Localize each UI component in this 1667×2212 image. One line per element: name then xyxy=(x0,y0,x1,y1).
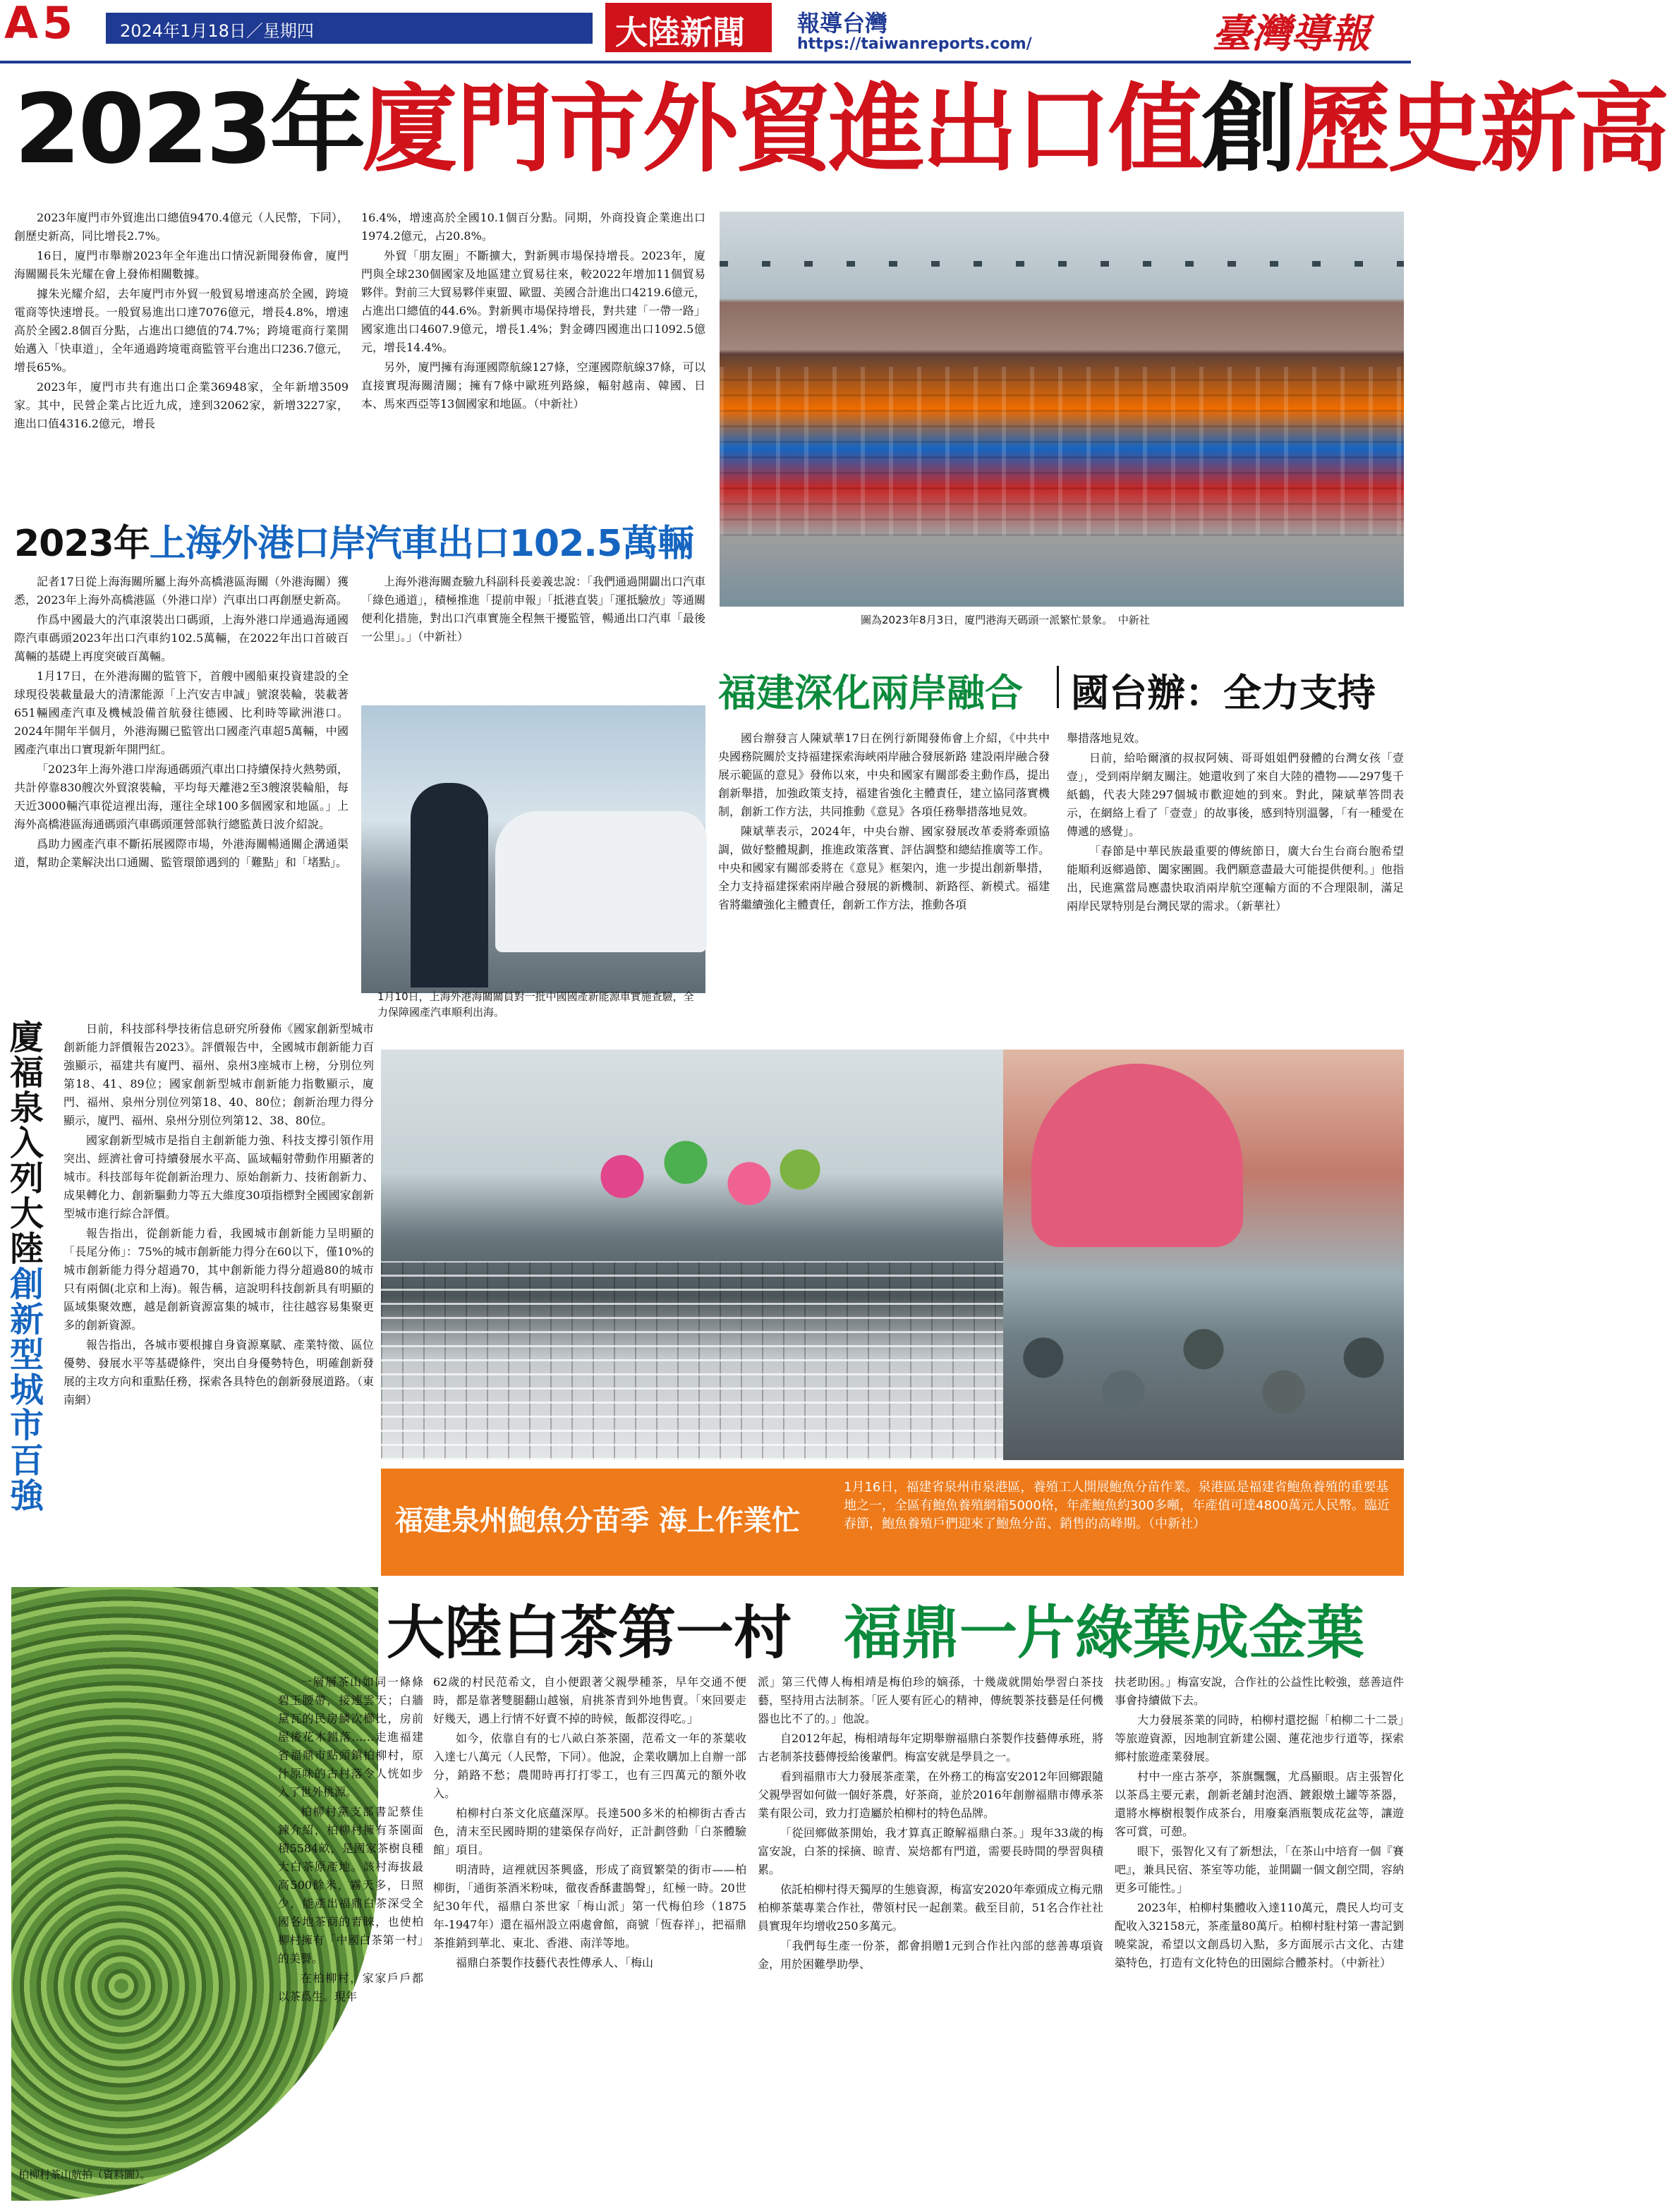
paragraph: 國家創新型城市是指自主創新能力強、科技支撐引領作用突出、經濟社會可持續發展水平高、區域輻射帶動作用顯著的城市。科技部每年從創新治理力、原始創新力、技術創新力、成果轉化力、創新驅動力等五大維度30項指標對全國國家創新型城市進行綜合評價。 xyxy=(63,1134,374,1220)
abalone-closeup-photo xyxy=(1003,1050,1404,1460)
paragraph: 自2012年起，梅相靖每年定期舉辦福鼎白茶製作技藝傳承班，將古老制茶技藝傳授給後輩們。梅富安就是學員之一。 xyxy=(758,1732,1103,1763)
outlet-name: 報導台灣 xyxy=(797,10,888,37)
masthead-date: 2024年1月18日／星期四 xyxy=(120,21,314,41)
paragraph: 據朱光耀介紹，去年廈門市外貿一般貿易增速高於全國，跨境電商等快速增長。一般貿易進出口達7076億元，增長4.8%，增速高於全國2.8個百分點，占進出口總值的74.7%；跨境電商行業開始邁入「快車道」，全年通過跨境電商監管平台進出口236.7億元，增長65%。 xyxy=(14,287,348,374)
article3-headline-left: 福建深化兩岸融合 xyxy=(718,671,1023,715)
paragraph: 上海外港海關查驗九科副科長姜義忠說：「我們通過開闢出口汽車「綠色通道」，積極推進「提前申報」「抵港直裝」「運抵驗放」等通關便利化措施，對出口汽車實施全程無干擾監管，暢通出口汽車「最後一公里」。」（中新社） xyxy=(361,575,706,643)
article6-col1 xyxy=(278,1673,423,2007)
worker-pink-hood xyxy=(1031,1064,1243,1247)
worker-cluster xyxy=(571,1106,825,1247)
paragraph: 作爲中國最大的汽車滾裝出口碼頭，上海外港口岸通過海通國際汽車碼頭2023年出口汽車約102.5萬輛，在2022年出口首破百萬輛的基礎上再度突破百萬輛。 xyxy=(14,613,348,663)
article1-headline xyxy=(14,73,1667,186)
abalone-pile xyxy=(1003,1289,1404,1460)
paragraph: 派」第三代傳人梅相靖是梅伯珍的嫡孫，十幾歲就開始學習白茶技藝，堅持用古法制茶。「匠人要有匠心的精神，傳統製茶技藝是任何機器也比不了的。」他說。 xyxy=(758,1675,1103,1725)
article6-col2 xyxy=(433,1673,746,1974)
car-photo-caption: 1月10日，上海外港海關關員對一批中國國產新能源車實施查驗，全力保障國產汽車順利出海。 xyxy=(377,990,694,1019)
paragraph: 國台辦發言人陳斌華17日在例行新聞發佈會上介紹，《中共中央國務院關於支持福建探索海峽兩岸融合發展新路 建設兩岸融合發展示範區的意見》發佈以來，中央和國家有關部委主動作爲，提出創新舉措，加強政策支持，福建省強化主體責任，建立協同落實機制，創新工作方法，共同推動《意見》各項任務舉措落地見效。 xyxy=(718,731,1050,818)
paragraph: 「我們每生產一份茶，都會捐贈1元到合作社內部的慈善專項資金，用於困難學助學、 xyxy=(758,1939,1103,1971)
article2-headline-year: 2023年 xyxy=(14,523,150,565)
paragraph: 柏柳村白茶文化底蘊深厚。長達500多米的柏柳街古香古色，清末至民國時期的建築保存尚好，正計劃啓動「白茶體驗館」項目。 xyxy=(433,1806,746,1857)
tea-photo-caption: 柏柳村茶山航拍（資料圖）。 xyxy=(18,2168,151,2181)
paragraph: 舉措落地見效。 xyxy=(1067,731,1146,745)
article2-col2 xyxy=(361,573,705,648)
paragraph: 62歲的村民范希文，自小便跟著父親學種茶，早年交通不便時，都是靠著雙腿翻山越嶺，肩挑茶青到外地售賣。「來回要走好幾天，遇上行情不好賣不掉的時候，飯都沒得吃。」 xyxy=(433,1675,746,1725)
headline-divider xyxy=(1057,666,1059,708)
masthead-rule xyxy=(0,61,1411,63)
paragraph: 2023年廈門市外貿進出口總值9470.4億元（人民幣，下同），創歷史新高，同比增長2.7%。 xyxy=(14,211,348,243)
paragraph: 大力發展茶業的同時，柏柳村還挖掘「柏柳二十二景」等旅遊資源，因地制宜新建公園、蓮花池步行道等，探索鄉村旅遊產業發展。 xyxy=(1115,1713,1404,1763)
page-code: A5 xyxy=(4,0,78,49)
headline-main: 廈門市外貿進出口值 xyxy=(363,74,1201,186)
paragraph: 另外，廈門擁有海運國際航線127條，空運國際航線37條，可以直接實現海關清關；擁有7條中歐班列路線，輻射越南、韓國、日本、馬來西亞等13個國家和地區。（中新社） xyxy=(361,360,705,411)
section-title: 大陸新聞 xyxy=(615,13,745,51)
article2-headline-main: 上海外港口岸汽車出口102.5萬輛 xyxy=(149,523,694,565)
paragraph: 2023年，廈門市共有進出口企業36948家，全年新增3509家。其中，民營企業占比近九成，達到32062家，新增3227家，進出口值4316.2億元，增長 xyxy=(14,380,348,430)
paragraph: 16.4%，增速高於全國10.1個百分點。同期，外商投資企業進出口1974.2億元，占20.8%。 xyxy=(361,211,705,243)
headline-tail: 歷史新高 xyxy=(1294,74,1667,186)
paragraph: 2023年，柏柳村集體收入達110萬元，農民人均可支配收入32158元，茶產量80萬斤。柏柳村駐村第一書記劉曉棠說，希望以文創爲切入點，多方面展示古文化、古建築特色，打造有文化特色的田園綜合體茶村。（中新社） xyxy=(1115,1901,1404,1969)
paragraph: 看到福鼎市大力發展茶產業，在外務工的梅富安2012年回鄉跟隨父親學習如何做一個好茶農，好茶商，並於2016年創辦福鼎市傳承茶業有限公司，致力打造屬於柏柳村的特色品牌。 xyxy=(758,1770,1103,1820)
paragraph: 明清時，這裡就因茶興盛，形成了商貿繁榮的街市——柏柳街，「通街茶酒米粉味，徹夜香酥畫鵲聲」，紅極一時。20世紀30年代，福鼎白茶世家「梅山派」第一代梅伯珍（1875年-1947年）還在福州設立兩處會館，商號「恆春祥」，把福鼎茶推銷到華北、東北、香港、南洋等地。 xyxy=(433,1863,746,1950)
headline-year: 2023年 xyxy=(14,74,363,186)
headline-verb: 創 xyxy=(1201,74,1295,186)
paragraph: 扶老助困。」梅富安說，合作社的公益性比較強，慈善這件事會持續做下去。 xyxy=(1115,1675,1404,1707)
article6-headline-right: 福鼎一片綠葉成金葉 xyxy=(844,1600,1365,1667)
paragraph: 柏柳村黨支部書記蔡佳鍊介紹，柏柳村擁有茶園面積5584畝，是國家茶樹良種大白茶原產地。該村海拔最高500餘米，霧天多，日照少，能產出福鼎白茶深受全國各地茶商的青睞，也使柏柳村擁有「中國白茶第一村」的美譽。 xyxy=(278,1805,423,1965)
article6-headline-left: 大陸白茶第一村 xyxy=(387,1600,792,1667)
white-car-shape xyxy=(495,811,707,952)
article4-headline xyxy=(10,1020,49,1514)
paragraph: 報告指出，各城市要根據自身資源稟賦、產業特徵、區位優勢、發展水平等基礎條件，突出自身優勢特色，明確創新發展的主攻方向和重點任務，探索各具特色的創新發展道路。（東南網） xyxy=(63,1338,375,1406)
article2-col1 xyxy=(14,573,348,873)
paragraph: 日前，給哈爾濱的叔叔阿姨、哥哥姐姐們發體的台灣女孩「壹壹」，受到兩岸網友關注。她還收到了來自大陸的禮物——297隻千紙鶴，代表大陸297個城市歡迎她的到來。對此，陳斌華答問表示，在網絡上看了「壹壹」的故事後，感到特別溫馨，「有一種愛在傳遞的感覺」。 xyxy=(1067,751,1404,838)
paragraph: 如今，依靠自有的七八畝白茶茶園，范希文一年的茶葉收入達七八萬元（人民幣，下同）。他說，企業收購加上自辦一部分，銷路不愁；農閒時再打打零工，也有三四萬元的額外收入。 xyxy=(433,1732,746,1800)
paragraph: 依託柏柳村得天獨厚的生態資源，梅富安2020年牽頭成立梅元鼎柏柳茶葉專業合作社，帶領村民一起創業。截至目前，51名合作社社員實現年均增收250多萬元。 xyxy=(758,1883,1103,1933)
xiamen-port-photo xyxy=(720,212,1404,607)
article1-col1 xyxy=(14,209,348,435)
article1-col2 xyxy=(361,209,705,415)
paragraph: 福鼎白茶製作技藝代表性傳承人、「梅山 xyxy=(456,1956,654,1969)
paragraph: 日前，科技部科學技術信息研究所發佈《國家創新型城市創新能力評價報告2023》。評價報告中，全國城市創新能力百強顯示，福建共有廈門、福州、泉州3座城市上榜，分別位列第18、41、89位；國家創新型城市創新能力指數顯示，廈門、福州、泉州分別位列第18、40、80位；創新治理力得分顯示，廈門、福州、泉州分別位列第12、38、80位。 xyxy=(63,1022,374,1127)
paragraph: 陳斌華表示，2024年，中央台辦、國家發展改革委將牽頭協調，做好整體規劃，推進政策落實、評估調整和總結推廣等工作。中央和國家有關部委將在《意見》框架內，進一步提出創新舉措，全力支持福建探索兩岸融合發展的新機制、新路徑、新模式。福建省將繼續強化主體責任，創新工作方法，推動各項 xyxy=(718,825,1050,911)
abalone-caption: 1月16日，福建省泉州市泉港區，養殖工人開展鮑魚分苗作業。泉港區是福建省鮑魚養殖的重要基地之一，全區有鮑魚養殖網箱5000格，年產鮑魚約300多噸，年產值可達4800萬元人民幣。臨近春節，鮑魚養殖戶們迎來了鮑魚分苗、銷售的高峰期。（中新社） xyxy=(844,1480,1390,1531)
article6-col4 xyxy=(1115,1673,1404,1974)
port-crane-row xyxy=(720,261,1404,267)
article3-col2 xyxy=(1067,729,1404,917)
paragraph: 眼下，張智化又有了新想法，「在茶山中培育一個『賽吧』，兼具民宿、茶室等功能，並開闢一個文創空間，容納更多可能性。」 xyxy=(1115,1845,1404,1895)
masthead xyxy=(0,0,1411,61)
abalone-title: 福建泉州鮑魚分苗季 海上作業忙 xyxy=(395,1505,800,1537)
paragraph: 記者17日從上海海關所屬上海外高橋港區海關（外港海關）獲悉，2023年上海外高橋港區（外港口岸）汽車出口再創歷史新高。 xyxy=(14,575,348,607)
paragraph: 「2023年上海外港口岸海通碼頭汽車出口持續保持火熱勢頭，共計停靠830艘次外貿滾裝輪，平均每天離港2至3艘滾裝輪船，每天近3000輛汽車從這裡出海，運往全球100多個國家和地區。」上海外高橋港區海通碼頭汽車碼頭運營部執行總監黃日波介紹說。 xyxy=(14,762,348,831)
paragraph: 村中一座古茶亭，茶旗飄飄，尤爲顯眼。店主張智化以茶爲主要元素，創新老舖封泡酒、鍍銀燉土罐等茶器，還將水檸樹根製作成茶台，用廢棄酒瓶製成花盆等，讓遊客可賞，可憩。 xyxy=(1115,1770,1404,1838)
paragraph: 報告指出，從創新能力看，我國城市創新能力呈明顯的「長尾分佈」：75%的城市創新能力得分在60以下，僅10%的城市創新能力得分超過70，其中創新能力得分超過80的城市只有兩個(北京和上海)。報告稱，這說明科技創新具有明顯的區域集聚效應，越是創新資源富集的城市，往往越容易集聚更多的創新資源。 xyxy=(63,1227,374,1332)
article6-col3 xyxy=(758,1673,1103,1975)
article2-headline xyxy=(14,514,713,565)
car-inspection-photo xyxy=(361,705,705,993)
article4-body xyxy=(63,1020,374,1411)
outlet-url[interactable]: https://taiwanreports.com/ xyxy=(797,35,1032,53)
container-stacks xyxy=(720,367,1404,536)
paragraph: 「從回鄉做茶開始，我才算真正瞭解福鼎白茶。」現年33歲的梅富安說，白茶的採摘、晾青、炭焙都有門道，需要長時間的學習與積累。 xyxy=(758,1826,1103,1876)
paragraph: 1月17日，在外港海關的監管下，首艘中國船東投資建設的全球現役裝載量最大的清潔能源「上汽安吉申誠」號滾裝輪，裝載著651輛國產汽車及機械設備首航發往德國、比利時等歐洲港口。2024年開年半個月，外港海關已監管出口國產汽車超5萬輛，中國國產汽車出口實現新年開門紅。 xyxy=(14,669,348,756)
logo: 臺灣導報 xyxy=(1212,11,1370,57)
paragraph: 在柏柳村，家家戶戶都以茶爲生。現年 xyxy=(278,1971,423,2003)
paragraph: 外貿「朋友圈」不斷擴大，對新興市場保持增長。2023年，廈門與全球230個國家及地區建立貿易往來，較2022年增加11個貿易夥伴。對前三大貿易夥伴東盟、歐盟、美國合計進出口4219.6億元，占進出口總值的44.6%。對新興市場保持增長，對共建「一帶一路」國家進出口4607.9億元，增長1.4%；對金磚四國進出口1092.5億元，增長14.4%。 xyxy=(361,249,705,354)
paragraph: 「春節是中華民族最重要的傳統節日，廣大台生台商台胞希望能順利返鄉過節、闔家團圓。我們願意盡最大可能提供便利。」他指出，民進黨當局應盡快取消兩岸航空運輸方面的不合理限制，滿足兩岸民眾特別是台灣民眾的需求。（新華社） xyxy=(1067,844,1404,913)
article4-headline-part2: 創新型城市百強 xyxy=(10,1265,44,1516)
article4-headline-part1: 廈福泉入列大陸 xyxy=(10,1018,44,1269)
abalone-farm-photo xyxy=(381,1050,1003,1460)
xiamen-photo-caption: 圖為2023年8月3日，廈門港海天碼頭一派繁忙景象。 中新社 xyxy=(861,614,1150,626)
paragraph: 一層層茶山如同一條條碧玉腰帶，接連雲天；白牆黛瓦的民房鱗次櫛比，房前屋後花木錯落……走進福建省福鼎市點頭鎮柏柳村，原汁原味的古村落令人恍如步入了世外桃源。 xyxy=(278,1675,423,1799)
paragraph: 爲助力國產汽車不斷拓展國際市場，外港海關暢通關企溝通渠道，幫助企業解決出口通關、監管環節遇到的「難點」和「堵點」。 xyxy=(14,837,348,869)
paragraph: 16日，廈門市舉辦2023年全年進出口情況新聞發佈會，廈門海關關長朱光耀在會上發佈相關數據。 xyxy=(14,249,348,281)
officer-shape xyxy=(411,783,488,988)
article3-col1 xyxy=(718,729,1050,916)
article3-headline-right: 國台辦：全力支持 xyxy=(1071,671,1376,715)
net-cage-rows xyxy=(381,1261,1003,1460)
